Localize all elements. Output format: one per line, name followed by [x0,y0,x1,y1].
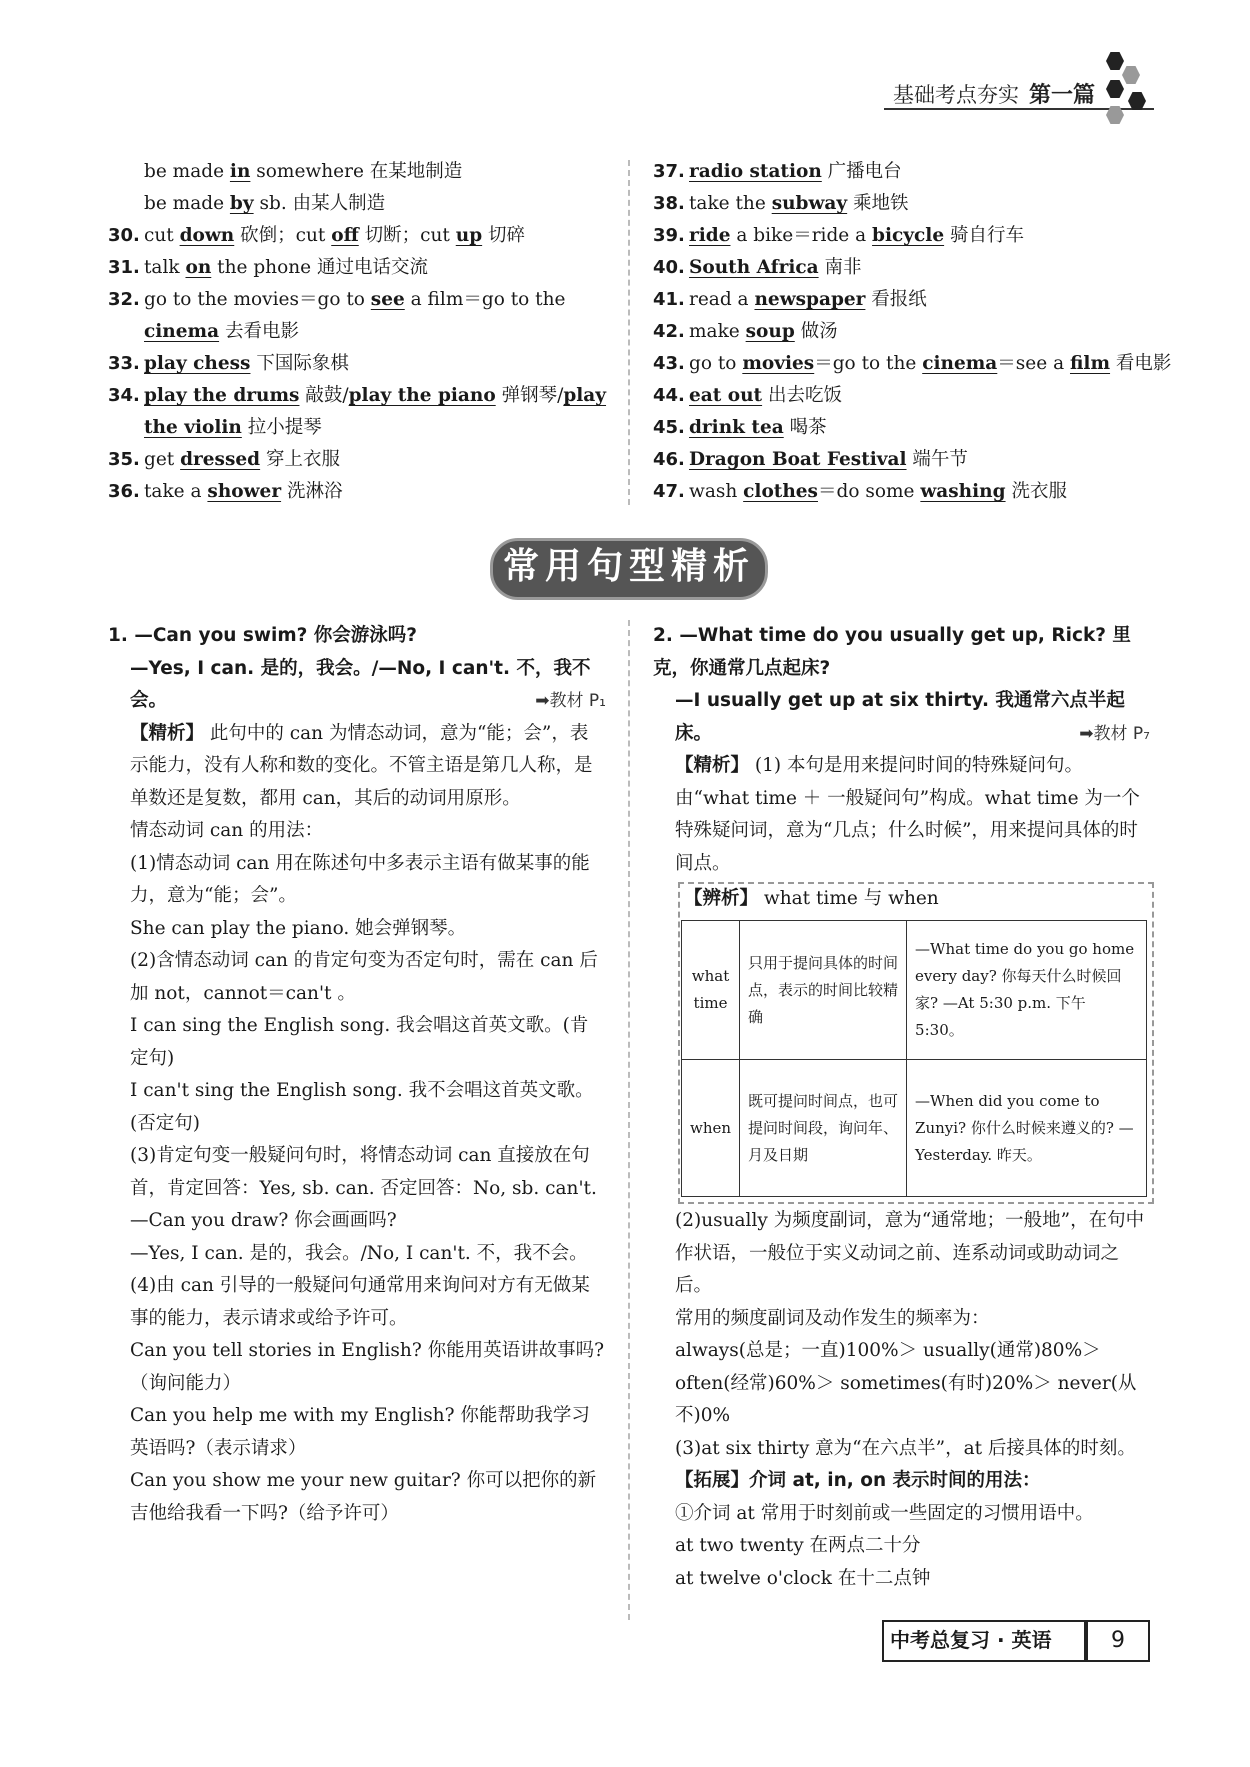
left-p12: Can you tell stories in English? 你能用英语讲故事吗?（询问能力） [130,1340,605,1394]
phrase-text: go to the movies＝go to [144,289,371,310]
phrase-text: cut [144,225,180,246]
phrase-text: be made [144,161,230,182]
answer-word: drink tea [689,417,784,438]
answer-word: Dragon Boat Festival [689,449,907,470]
phrase-text: 洗衣服 [1005,481,1067,502]
phrase-number: 41. [653,289,685,310]
q2-number: 2. [653,625,673,646]
table-usage: 只用于提问具体的时间点，表示的时间比较精确 [740,921,907,1060]
phrase-line [108,444,340,476]
phrase-line [108,316,299,348]
table-row [682,1060,1147,1197]
phrase-text: 出去吃饭 [762,385,842,406]
section-heading: 常用句型精析 [502,546,755,587]
phrase-line [108,284,565,316]
answer-word: dressed [180,449,261,470]
phrase-text: 砍倒；cut [234,225,332,246]
answer-word: by [229,193,254,214]
phrase-text: 喝茶 [783,417,827,438]
phrase-number: 45. [653,417,685,438]
phrase-line [653,380,842,412]
phrase-number: 40. [653,257,685,278]
right-notes [675,1205,1150,1595]
phrase-text: a film＝go to the [404,289,566,310]
phrase-number: 35. [108,449,140,470]
phrase-line [108,380,606,412]
answer-word: in [229,161,251,182]
right-p8: at twelve o'clock 在十二点钟 [675,1567,931,1589]
question-2 [653,620,1150,880]
table-example: —What time do you go home every day? 你每天什么时候回家? —At 5:30 p.m. 下午 5:30。 [907,921,1147,1060]
answer-word: cinema [922,353,998,374]
table-word: what time [682,921,740,1060]
phrase-number: 43. [653,353,685,374]
phrase-text: 骑自行车 [944,225,1024,246]
phrase-text: ＝do some [817,481,921,502]
phrase-text: a bike＝ride a [730,225,873,246]
phrase-text: go to [689,353,743,374]
phrase-text: ＝see a [997,353,1070,374]
phrase-line [653,252,862,284]
header-title [893,78,1095,109]
right-p2: (2)usually 为频度副词，意为“通常地；一般地”，在句中作状语，一般位于实义动词之前、连系动词或助动词之后。 [675,1210,1145,1296]
phrase-text: get [144,449,181,470]
right-p4: always(总是；一直)100%＞ usually(通常)80%＞often(经常)60%＞ sometimes(有时)20%＞ never(从不)0% [675,1340,1137,1426]
phrase-text: 切断；cut [358,225,456,246]
left-p6: I can sing the English song. 我会唱这首英文歌。(肯定句) [130,1015,589,1069]
q1-number: 1. [108,625,128,646]
question-1 [108,620,606,1530]
table-row [682,921,1147,1060]
comparison-table [681,920,1147,1197]
answer-word: play the drums [144,385,300,406]
left-p1: 此句中的 can 为情态动词，意为“能；会”，表示能力，没有人称和数的变化。不管主语是第几人称，是单数还是复数，都用 can，其后的动词用原形。 [130,722,593,809]
column-divider [628,160,630,505]
answer-word: South Africa [689,257,819,278]
phrase-number: 39. [653,225,685,246]
phrase-text: somewhere 在某地制造 [250,161,463,182]
phrase-line [108,476,342,508]
phrase-text: ＝go to the [814,353,923,374]
phrase-text: wash [689,481,744,502]
phrase-number: 38. [653,193,685,214]
phrase-line [653,412,827,444]
answer-word: film [1069,353,1111,374]
phrase-line [653,156,902,188]
phrase-number: 31. [108,257,140,278]
answer-word: play chess [144,353,251,374]
extension-tag: 【拓展】 [675,1470,750,1491]
page-number: 9 [1086,1620,1150,1662]
phrase-text: make [689,321,746,342]
phrase-number: 34. [108,385,140,406]
compare-title-text: what time 与 when [763,888,939,909]
phrase-line [653,476,1067,508]
answer-word: see [370,289,405,310]
phrase-number: 42. [653,321,685,342]
table-word: when [682,1060,740,1197]
right-p3: 常用的频度副词及动作发生的频率为： [675,1307,990,1329]
phrase-text: sb. 由某人制造 [253,193,386,214]
phrase-line [108,348,349,380]
phrase-number: 33. [108,353,140,374]
answer-word: soup [745,321,795,342]
phrase-text: 广播电台 [821,161,902,182]
phrase-line [108,188,385,220]
phrase-line [653,316,838,348]
left-p11: (4)由 can 引导的一般疑问句通常用来询问对方有无做某事的能力，表示请求或给予许可。 [130,1275,590,1329]
phrase-text: 做汤 [794,321,838,342]
phrase-line [108,252,428,284]
phrase-text: 端午节 [906,449,968,470]
answer-word: off [331,225,359,246]
phrase-text: the phone 通过电话交流 [211,257,428,278]
answer-word: movies [742,353,815,374]
phrase-line [108,220,525,252]
left-p2: 情态动词 can 的用法： [130,820,324,841]
phrase-number: 46. [653,449,685,470]
analysis-tag-2: 【精析】 [675,755,750,776]
table-usage: 既可提问时间点，也可提问时间段，询问年、月及日期 [740,1060,907,1197]
phrase-number: 36. [108,481,140,502]
answer-word: bicycle [872,225,945,246]
comparison-title [684,883,939,916]
answer-word: on [185,257,212,278]
section-title: 基础考点夯实 [893,83,1019,107]
left-p13: Can you help me with my English? 你能帮助我学习英语吗?（表示请求） [130,1405,590,1459]
answer-word: cinema [144,321,220,342]
phrase-line [653,284,927,316]
answer-word: shower [207,481,282,502]
right-p5: (3)at six thirty 意为“在六点半”，at 后接具体的时刻。 [675,1437,1136,1459]
answer-word: play the piano [348,385,496,406]
right-p6: ①介词 at 常用于时刻前或一些固定的习惯用语中。 [675,1502,1094,1524]
phrase-number: 47. [653,481,685,502]
phrase-line [108,412,322,444]
phrase-number: 30. [108,225,140,246]
part-label: 第一篇 [1029,83,1096,108]
phrase-text: 洗淋浴 [281,481,343,502]
right-p7: at two twenty 在两点二十分 [675,1535,921,1556]
analysis-tag-1: 【精析】 [130,722,205,744]
extension-title: 介词 at, in, on 表示时间的用法： [749,1470,1041,1491]
answer-word: play [563,385,607,406]
left-p7: I can't sing the English song. 我不会唱这首英文歌。(否定句) [130,1080,594,1134]
left-p8: (3)肯定句变一般疑问句时，将情态动词 can 直接放在句首，肯定回答：Yes, sb. can. 否定回答：No, sb. can't. [130,1145,597,1199]
left-p3: (1)情态动词 can 用在陈述句中多表示主语有做某事的能力，意为“能；会”。 [130,852,590,906]
left-p4: She can play the piano. 她会弹钢琴。 [130,917,467,939]
left-p9: —Can you draw? 你会画画吗? [130,1210,397,1231]
phrase-text: talk [144,257,186,278]
phrase-line [653,220,1024,252]
phrase-text: read a [689,289,755,310]
phrase-text: 看报纸 [865,289,927,310]
phrase-line [653,188,909,220]
phrase-line [653,444,968,476]
left-p10: —Yes, I can. 是的，我会。/No, I can't. 不，我不会。 [130,1242,588,1264]
answer-word: clothes [743,481,818,502]
phrase-text: 去看电影 [219,321,299,342]
phrase-line [108,156,462,188]
phrase-text: be made [144,193,230,214]
right-p1: (1) 本句是用来提问时间的特殊疑问句。由“what time ＋ 一般疑问句”构成。what time 为一个特殊疑问词，意为“几点；什么时候”，用来提问具体的时间点。 [675,755,1140,874]
phrase-text: 敲鼓/ [299,385,349,406]
phrase-text: take the [689,193,772,214]
answer-word: newspaper [754,289,866,310]
phrase-text: 穿上衣服 [260,449,340,470]
phrase-number: 32. [108,289,140,310]
phrase-number: 44. [653,385,685,406]
table-example: —When did you come to Zunyi? 你什么时候来遵义的? —Yesterday. 昨天。 [907,1060,1147,1197]
phrase-text: 乘地铁 [847,193,909,214]
answer-word: radio station [689,161,822,182]
answer-word: up [455,225,483,246]
left-p5: (2)含情态动词 can 的肯定句变为否定句时，需在 can 后加 not，cannot＝can't 。 [130,950,598,1004]
left-p14: Can you show me your new guitar? 你可以把你的新吉他给我看一下吗?（给予许可） [130,1470,597,1524]
answer-word: ride [689,225,731,246]
phrase-text: 看电影 [1110,353,1172,374]
phrase-line [653,348,1171,380]
phrase-text: take a [144,481,208,502]
answer-word: the violin [144,417,242,438]
textbook-ref-2: ➡教材 P₇ [1079,723,1150,744]
answer-word: eat out [689,385,763,406]
phrase-text: 切碎 [482,225,526,246]
column-divider-2 [628,620,630,1620]
compare-tag: 【辨析】 [684,888,759,909]
textbook-ref-1: ➡教材 P₁ [535,691,606,711]
phrase-number: 37. [653,161,685,182]
q1-line1: —Can you swim? 你会游泳吗? [134,625,418,646]
footer-book-title: 中考总复习 · 英语 [890,1628,1052,1652]
answer-word: washing [920,481,1006,502]
phrase-text: 南非 [818,257,862,278]
answer-word: down [179,225,235,246]
phrase-text: 拉小提琴 [241,417,322,438]
phrase-text: 弹钢琴/ [495,385,564,406]
q2-line2: —I usually get up at six thirty. 我通常六点半起床。 [675,690,1125,744]
q2-line1: —What time do you usually get up, Rick? 里克，你通常几点起床? [653,625,1131,679]
q1-line3: 会。 [130,690,168,711]
answer-word: subway [771,193,848,214]
q1-line2: —Yes, I can. 是的，我会。/—No, I can't. 不，我不 [130,657,591,679]
phrase-text: 下国际象棋 [250,353,349,374]
